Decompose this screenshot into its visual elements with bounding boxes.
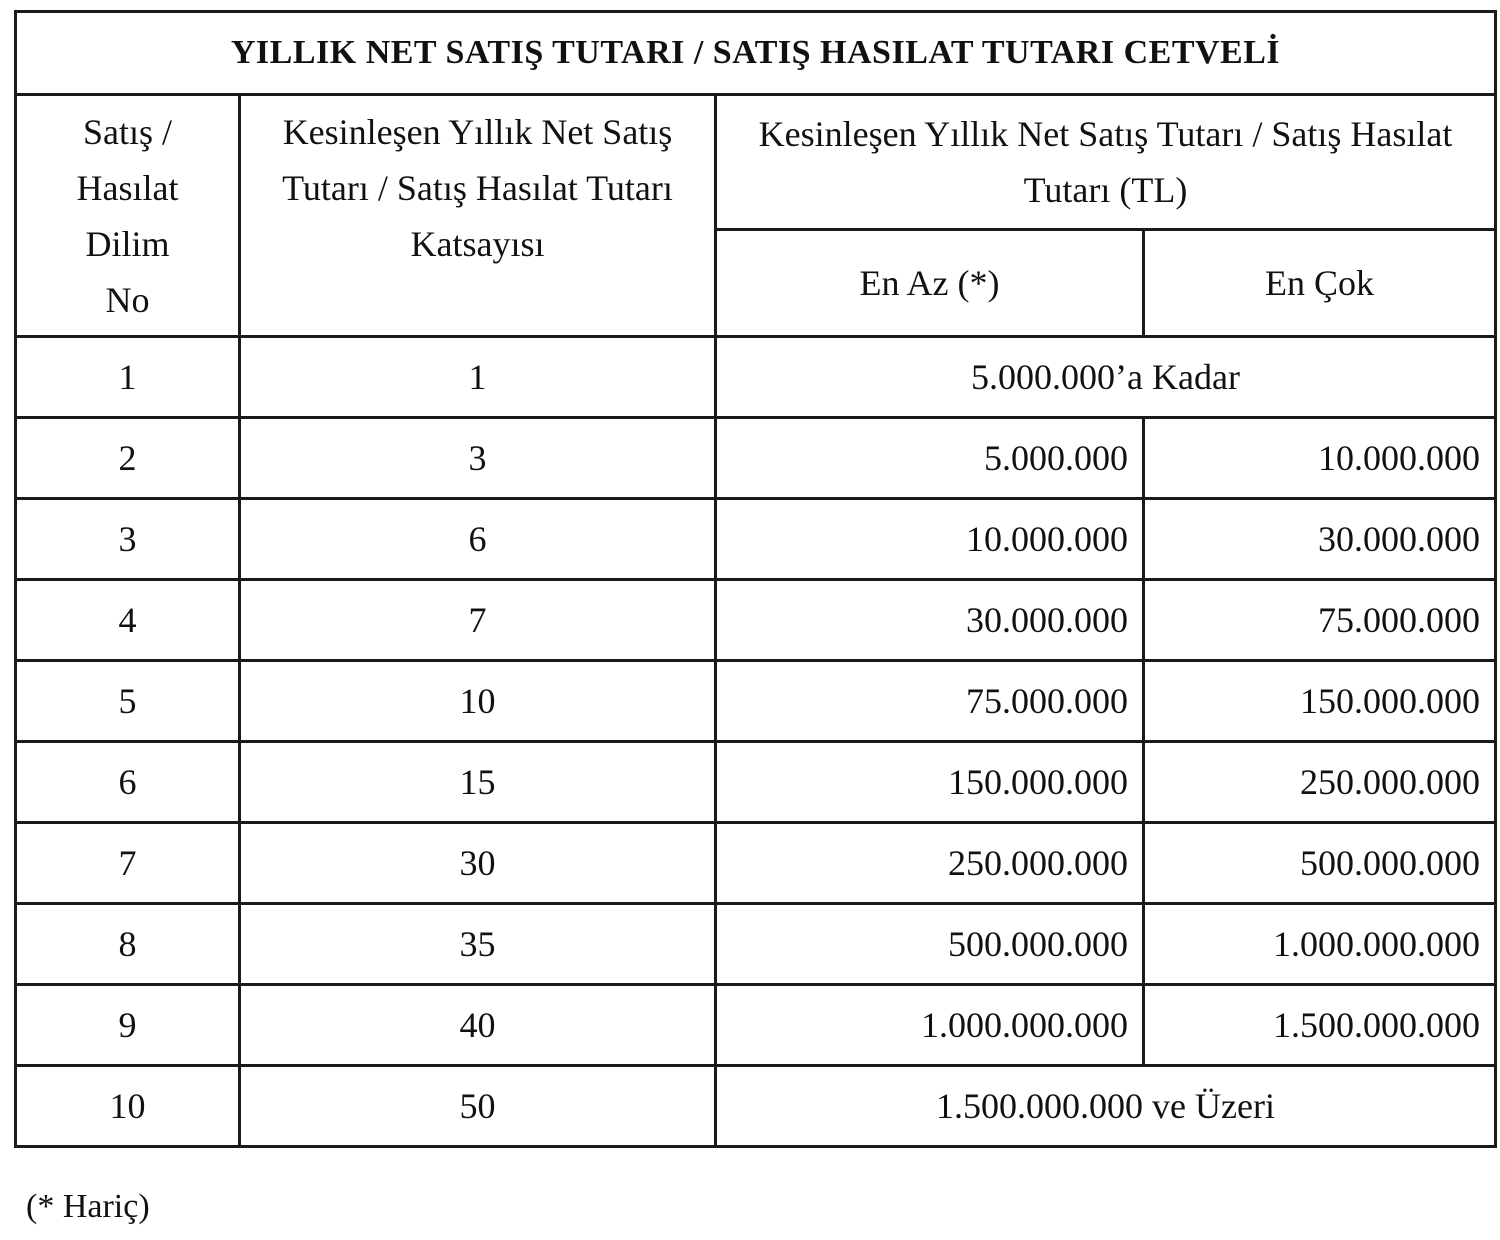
cell-en-cok: 10.000.000: [1144, 418, 1496, 499]
table-row: [16, 580, 1496, 661]
cell-dilim-no: 1: [16, 337, 240, 418]
table-row: [16, 1066, 1496, 1147]
cell-dilim-no: 9: [16, 985, 240, 1066]
cell-katsayi: 50: [240, 1066, 716, 1147]
header-en-az: En Az (*): [716, 230, 1144, 337]
table-row: [16, 499, 1496, 580]
header-dilim-line: Hasılat: [76, 168, 179, 208]
header-en-cok: En Çok: [1144, 230, 1496, 337]
cell-en-cok: 1.000.000.000: [1144, 904, 1496, 985]
cell-en-cok: 150.000.000: [1144, 661, 1496, 742]
cell-dilim-no: 3: [16, 499, 240, 580]
cell-en-az: 500.000.000: [716, 904, 1144, 985]
cell-katsayi: 35: [240, 904, 716, 985]
cell-en-cok: 250.000.000: [1144, 742, 1496, 823]
cell-en-az: 75.000.000: [716, 661, 1144, 742]
cell-en-cok: 30.000.000: [1144, 499, 1496, 580]
table-row: [16, 418, 1496, 499]
table-row: [16, 742, 1496, 823]
cell-en-az: 1.000.000.000: [716, 985, 1144, 1066]
cell-dilim-no: 6: [16, 742, 240, 823]
header-dilim-line: No: [105, 280, 150, 320]
header-dilim-line: Dilim: [85, 224, 170, 264]
title-row: [16, 12, 1496, 95]
header-row-1: [16, 95, 1496, 230]
cell-dilim-no: 5: [16, 661, 240, 742]
cell-en-cok: 1.500.000.000: [1144, 985, 1496, 1066]
cell-en-az: 150.000.000: [716, 742, 1144, 823]
cell-en-az: 5.000.000: [716, 418, 1144, 499]
cell-katsayi: 30: [240, 823, 716, 904]
cetvel-table: [14, 10, 1497, 1148]
cell-dilim-no: 4: [16, 580, 240, 661]
header-katsayi: Kesinleşen Yıllık Net Satış Tutarı / Satış Hasılat Tutarı Katsayısı: [240, 95, 716, 337]
table-title: YILLIK NET SATIŞ TUTARI / SATIŞ HASILAT TUTARI CETVELİ: [16, 12, 1496, 95]
table-row: [16, 661, 1496, 742]
cell-en-az: 30.000.000: [716, 580, 1144, 661]
cell-katsayi: 3: [240, 418, 716, 499]
cell-katsayi: 40: [240, 985, 716, 1066]
cell-dilim-no: 2: [16, 418, 240, 499]
cell-dilim-no: 8: [16, 904, 240, 985]
header-dilim-line: Satış /: [82, 112, 172, 152]
cell-katsayi: 6: [240, 499, 716, 580]
cell-katsayi: 10: [240, 661, 716, 742]
cell-dilim-no: 7: [16, 823, 240, 904]
header-dilim-no: [16, 95, 240, 337]
cell-en-az: 250.000.000: [716, 823, 1144, 904]
cell-katsayi: 1: [240, 337, 716, 418]
footnote: (* Hariç): [26, 1188, 150, 1225]
cell-en-cok: 500.000.000: [1144, 823, 1496, 904]
table-row: [16, 904, 1496, 985]
header-tutar: Kesinleşen Yıllık Net Satış Tutarı / Satış Hasılat Tutarı (TL): [716, 95, 1496, 230]
cell-en-az: 10.000.000: [716, 499, 1144, 580]
cell-range-merged: 1.500.000.000 ve Üzeri: [716, 1066, 1496, 1147]
table-row: [16, 337, 1496, 418]
cell-katsayi: 15: [240, 742, 716, 823]
cell-range-merged: 5.000.000’a Kadar: [716, 337, 1496, 418]
cell-en-cok: 75.000.000: [1144, 580, 1496, 661]
table-row: [16, 823, 1496, 904]
cell-katsayi: 7: [240, 580, 716, 661]
cell-dilim-no: 10: [16, 1066, 240, 1147]
table-row: [16, 985, 1496, 1066]
